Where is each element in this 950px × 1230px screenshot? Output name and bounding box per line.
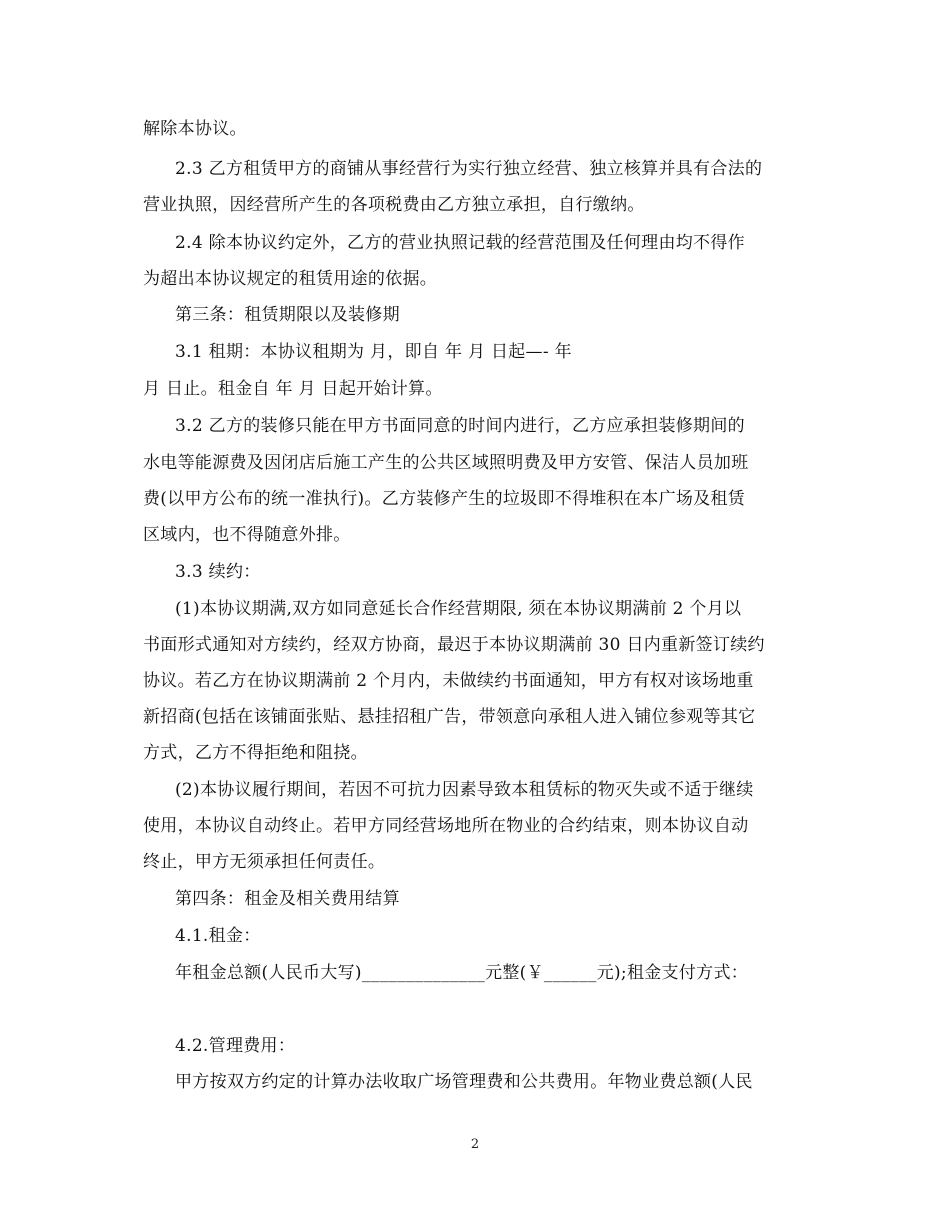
text-line: (2)本协议履行期间，若因不可抗力因素导致本租赁标的物灭失或不适于继续 xyxy=(175,780,754,800)
text-line: 年租金总额(人民币大写)______________元整(￥______元);租金支付方式： xyxy=(175,963,749,983)
text-line: (1)本协议期满,双方如同意延长合作经营期限, 须在本协议期满前 2 个月以 xyxy=(175,599,742,619)
text-line: 为超出本协议规定的租赁用途的依据。 xyxy=(143,269,438,289)
text-line: 书面形式通知对方续约，经双方协商，最迟于本协议期满前 30 日内重新签订续约 xyxy=(143,635,765,655)
text-line: 4.1.租金： xyxy=(175,926,261,946)
text-line: 4.2.管理费用： xyxy=(175,1036,296,1056)
text-line: 解除本协议。 xyxy=(143,119,247,139)
text-line: 新招商(包括在该铺面张贴、悬挂招租广告，带领意向承租人进入铺位参观等其它 xyxy=(143,707,756,727)
text-line: 3.3 续约： xyxy=(175,562,261,582)
text-line: 方式，乙方不得拒绝和阻挠。 xyxy=(143,743,368,763)
text-line: 协议。若乙方在协议期满前 2 个月内，未做续约书面通知，甲方有权对该场地重 xyxy=(143,671,754,691)
text-line: 3.2 乙方的装修只能在甲方书面同意的时间内进行，乙方应承担装修期间的 xyxy=(175,416,745,436)
text-line: 2.4 除本协议约定外，乙方的营业执照记载的经营范围及任何理由均不得作 xyxy=(175,233,745,253)
text-line: 终止，甲方无须承担任何责任。 xyxy=(143,852,386,872)
text-line: 费(以甲方公布的统一准执行)。乙方装修产生的垃圾即不得堆积在本广场及租赁 xyxy=(143,489,746,509)
text-line: 月 日止。租金自 年 月 日起开始计算。 xyxy=(143,379,443,399)
text-line: 水电等能源费及因闭店后施工产生的公共区域照明费及甲方安管、保洁人员加班 xyxy=(143,453,749,473)
text-line: 使用，本协议自动终止。若甲方同经营场地所在物业的合约结束，则本协议自动 xyxy=(143,816,749,836)
text-line: 2.3 乙方租赁甲方的商铺从事经营行为实行独立经营、独立核算并具有合法的 xyxy=(175,159,763,179)
text-line: 营业执照，因经营所产生的各项税费由乙方独立承担，自行缴纳。 xyxy=(143,195,645,215)
text-line: 3.1 租期：本协议租期为 月，即自 年 月 日起—- 年 xyxy=(175,342,572,362)
section-heading: 第四条：租金及相关费用结算 xyxy=(175,889,400,909)
section-heading: 第三条：租赁期限以及装修期 xyxy=(175,305,400,325)
text-line: 甲方按双方约定的计算办法收取广场管理费和公共费用。年物业费总额(人民 xyxy=(175,1072,753,1092)
text-line: 区域内，也不得随意外排。 xyxy=(143,525,351,545)
page-number: 2 xyxy=(470,1137,480,1152)
